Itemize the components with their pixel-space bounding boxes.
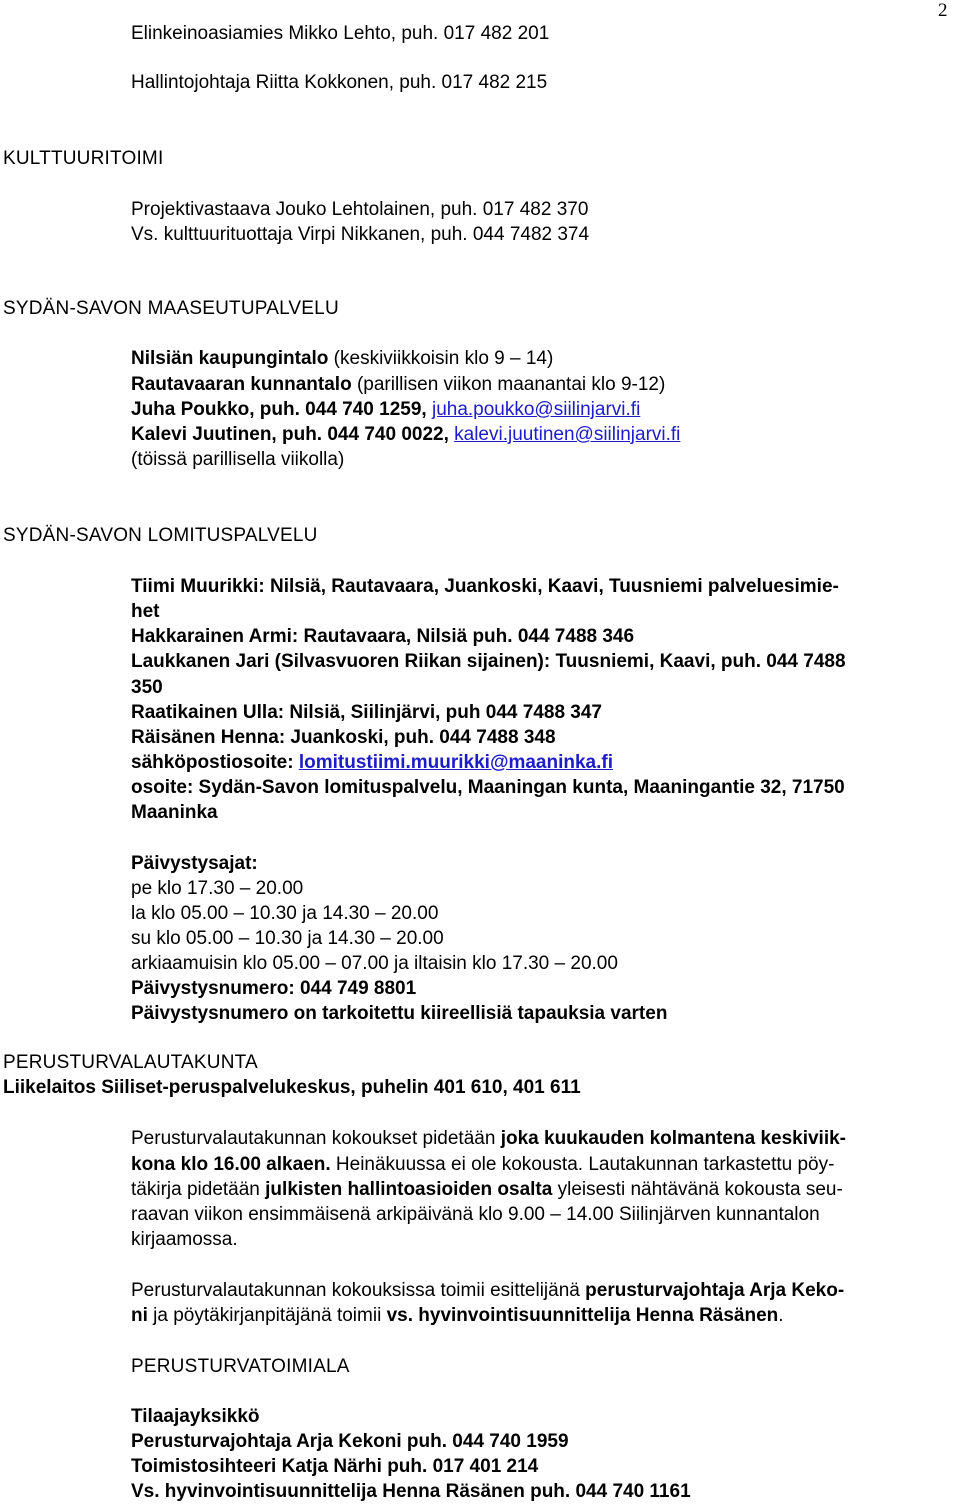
email-link-kalevi[interactable]: kalevi.juutinen@siilinjarvi.fi [454,424,681,445]
contact-line: Perusturvajohtaja Arja Kekoni puh. 044 740 1959 [131,1431,569,1452]
contact-line: Projektivastaava Jouko Lehtolainen, puh. 017 482 370 [131,199,589,220]
contact-line: Räisänen Henna: Juankoski, puh. 044 7488 348 [131,727,556,748]
section-heading-lomitus: SYDÄN-SAVON LOMITUSPALVELU [3,525,318,546]
note-line: (töissä parillisella viikolla) [131,449,345,470]
contact-line: Elinkeinoasiamies Mikko Lehto, puh. 017 482 201 [131,23,550,44]
duty-time: pe klo 17.30 – 20.00 [131,878,304,899]
text-span: yleisesti nähtävänä kokousta seu- [552,1179,843,1200]
office-line [131,374,665,396]
office-name: Nilsiän kaupungintalo [131,348,329,369]
duty-number: Päivystysnumero: 044 749 8801 [131,978,417,999]
paragraph-line [131,1179,843,1201]
contact-line: Hakkarainen Armi: Rautavaara, Nilsiä puh. 044 7488 346 [131,626,635,647]
section-subheading: Tilaajayksikkö [131,1406,260,1427]
duty-time: arkiaamuisin klo 05.00 – 07.00 ja iltaisin klo 17.30 – 20.00 [131,953,618,974]
section-heading-maaseutu: SYDÄN-SAVON MAASEUTUPALVELU [3,298,339,319]
contact-line: Vs. hyvinvointisuunnittelija Henna Räsänen puh. 044 740 1161 [131,1481,691,1502]
text-span-bold: ni [131,1305,148,1326]
contact-line: Hallintojohtaja Riitta Kokkonen, puh. 017 482 215 [131,72,548,93]
contact-name: Kalevi Juutinen, puh. 044 740 0022, [131,424,455,445]
office-hours: (keskiviikkoisin klo 9 – 14) [328,348,554,369]
contact-line: Laukkanen Jari (Silvasvuoren Riikan sijainen): Tuusniemi, Kaavi, puh. 044 7488 [131,651,846,672]
text-span: Heinäkuussa ei ole kokousta. Lautakunnan tarkastettu pöy- [330,1154,835,1175]
contact-line: Vs. kulttuurituottaja Virpi Nikkanen, puh. 044 7482 374 [131,224,590,245]
section-heading-perusturvatoimiala: PERUSTURVATOIMIALA [131,1356,350,1377]
contact-line [131,399,640,421]
text-span-bold: joka kuukauden kolmantena keskiviik- [500,1128,847,1149]
section-heading-kulttuuri: KULTTUURITOIMI [3,148,164,169]
address-line: osoite: Sydän-Savon lomituspalvelu, Maaningan kunta, Maaningantie 32, 71750 [131,777,845,798]
email-line [131,752,613,774]
paragraph-line [131,1154,834,1176]
duty-heading: Päivystysajat: [131,853,258,874]
office-hours: (parillisen viikon maanantai klo 9-12) [351,374,666,395]
address-line: Maaninka [131,802,218,823]
text-span-bold: kona klo 16.00 alkaen. [131,1154,331,1175]
text-span: . [778,1305,784,1326]
paragraph-line: raavan viikon ensimmäisenä arkipäivänä klo 9.00 – 14.00 Siilinjärven kunnantalon [131,1204,820,1225]
text-span: ja pöytäkirjanpitäjänä toimii [147,1305,387,1326]
contact-name: Juha Poukko, puh. 044 740 1259, [131,399,432,420]
text-span-bold: perusturvajohtaja Arja Keko- [585,1280,845,1301]
paragraph-line [131,1280,844,1302]
email-link-juha[interactable]: juha.poukko@siilinjarvi.fi [431,399,641,420]
text-span: täkirja pidetään [131,1179,266,1200]
duty-time: su klo 05.00 – 10.30 ja 14.30 – 20.00 [131,928,444,949]
paragraph-line: kirjaamossa. [131,1229,238,1250]
contact-line [131,424,680,446]
contact-line: het [131,601,160,622]
text-span-bold: vs. hyvinvointisuunnittelija Henna Räsänen [386,1305,779,1326]
paragraph-line [131,1305,784,1327]
contact-line: 350 [131,677,163,698]
duty-note: Päivystysnumero on tarkoitettu kiireellisiä tapauksia varten [131,1003,668,1024]
contact-line: Tiimi Muurikki: Nilsiä, Rautavaara, Juankoski, Kaavi, Tuusniemi palveluesimie- [131,576,839,597]
text-span-bold: julkisten hallintoasioiden osalta [265,1179,553,1200]
section-subheading: Liikelaitos Siiliset-peruspalvelukeskus, puhelin 401 610, 401 611 [3,1077,581,1098]
office-line [131,348,553,370]
text-span: Perusturvalautakunnan kokouksissa toimii esittelijänä [131,1280,586,1301]
text-span: Perusturvalautakunnan kokoukset pidetään [131,1128,501,1149]
office-name: Rautavaaran kunnantalo [131,374,352,395]
duty-time: la klo 05.00 – 10.30 ja 14.30 – 20.00 [131,903,439,924]
paragraph-line [131,1128,846,1150]
email-label: sähköpostiosoite: [131,752,299,773]
contact-line: Toimistosihteeri Katja Närhi puh. 017 401 214 [131,1456,539,1477]
section-heading-perusturvalautakunta: PERUSTURVALAUTAKUNTA [3,1052,258,1073]
contact-line: Raatikainen Ulla: Nilsiä, Siilinjärvi, puh 044 7488 347 [131,702,602,723]
page-number: 2 [938,0,948,21]
email-link-lomitus[interactable]: lomitustiimi.muurikki@maaninka.fi [298,752,614,773]
